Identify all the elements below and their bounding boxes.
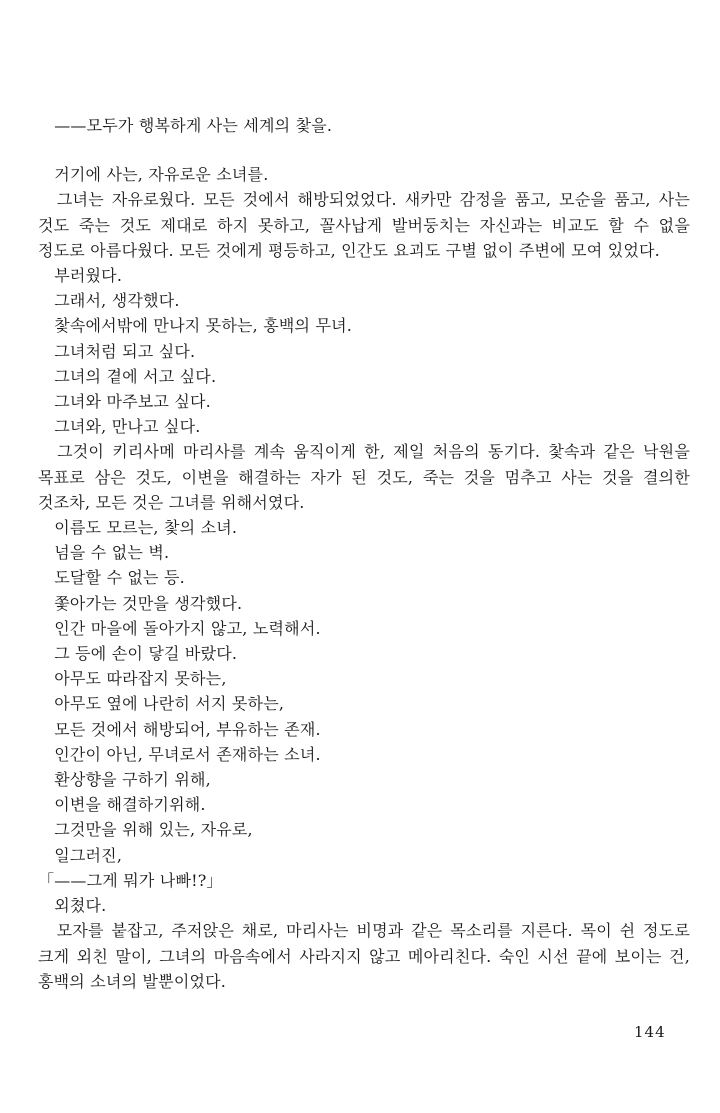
paragraph: 그녀와 마주보고 싶다.	[38, 392, 211, 412]
paragraph-gap	[38, 138, 690, 162]
paragraph: 아무도 옆에 나란히 서지 못하는,	[38, 694, 285, 714]
paragraph: 그녀와, 만나고 싶다.	[38, 417, 201, 437]
paragraph: 그녀처럼 되고 싶다.	[38, 341, 196, 361]
paragraph: 도달할 수 없는 등.	[38, 568, 185, 588]
page-number: 144	[634, 1023, 666, 1041]
paragraph: 그래서, 생각했다.	[38, 291, 180, 311]
paragraph: 일그러진,	[38, 845, 123, 865]
paragraph: 외쳤다.	[38, 896, 107, 916]
paragraph: 인간이 아닌, 무녀로서 존재하는 소녀.	[38, 744, 321, 764]
paragraph: 그녀의 곁에 서고 싶다.	[38, 366, 217, 386]
paragraph: 모자를 붙잡고, 주저앉은 채로, 마리사는 비명과 같은 목소리를 지른다. 목이 쉰 정도로 크게 외친 말이, 그녀의 마음속에서 사라지지 않고 메아리친다. 숙인 시선 끝에 보이는 건, 홍백의 소녀의 발뿐이었다.	[38, 921, 690, 991]
paragraph: 그녀는 자유로웠다. 모든 것에서 해방되었었다. 새카만 감정을 품고, 모순을 품고, 사는 것도 죽는 것도 제대로 하지 못하고, 꼴사납게 발버둥치는 자신과는 비교도 할 수 없을 정도로 아름다웠다. 모든 것에게 평등하고, 인간도 요괴도 구별 없이 주변에 모여 있었다.	[38, 190, 690, 260]
paragraph: 쫓아가는 것만을 생각했다.	[38, 593, 243, 613]
dialogue-line: 「——그게 뭐가 나빠!?」	[38, 870, 223, 890]
paragraph: 모든 것에서 해방되어, 부유하는 존재.	[38, 719, 321, 739]
paragraph: 아무도 따라잡지 못하는,	[38, 669, 227, 689]
page-body	[38, 113, 690, 994]
paragraph: 이변을 해결하기위해.	[38, 795, 206, 815]
paragraph: 그것만을 위해 있는, 자유로,	[38, 820, 253, 840]
paragraph: 넘을 수 없는 벽.	[38, 543, 170, 563]
paragraph: 거기에 사는, 자유로운 소녀를.	[38, 165, 269, 185]
paragraph: 부러웠다.	[38, 266, 123, 286]
paragraph: 그것이 키리사메 마리사를 계속 움직이게 한, 제일 처음의 동기다. 찿속과 같은 낙원을 목표로 삼은 것도, 이변을 해결하는 자가 된 것도, 죽는 것을 멈추고 사는 것을 결의한 것조차, 모든 것은 그녀를 위해서였다.	[38, 442, 690, 512]
paragraph: 환상향을 구하기 위해,	[38, 770, 211, 790]
paragraph: 찿속에서밖에 만나지 못하는, 홍백의 무녀.	[38, 316, 353, 336]
paragraph: 그 등에 손이 닿길 바랐다.	[38, 644, 238, 664]
paragraph: 인간 마을에 돌아가지 않고, 노력해서.	[38, 618, 321, 638]
paragraph: 이름도 모르는, 찿의 소녀.	[38, 518, 238, 538]
paragraph: ——모두가 행복하게 사는 세계의 찿을.	[38, 116, 333, 135]
